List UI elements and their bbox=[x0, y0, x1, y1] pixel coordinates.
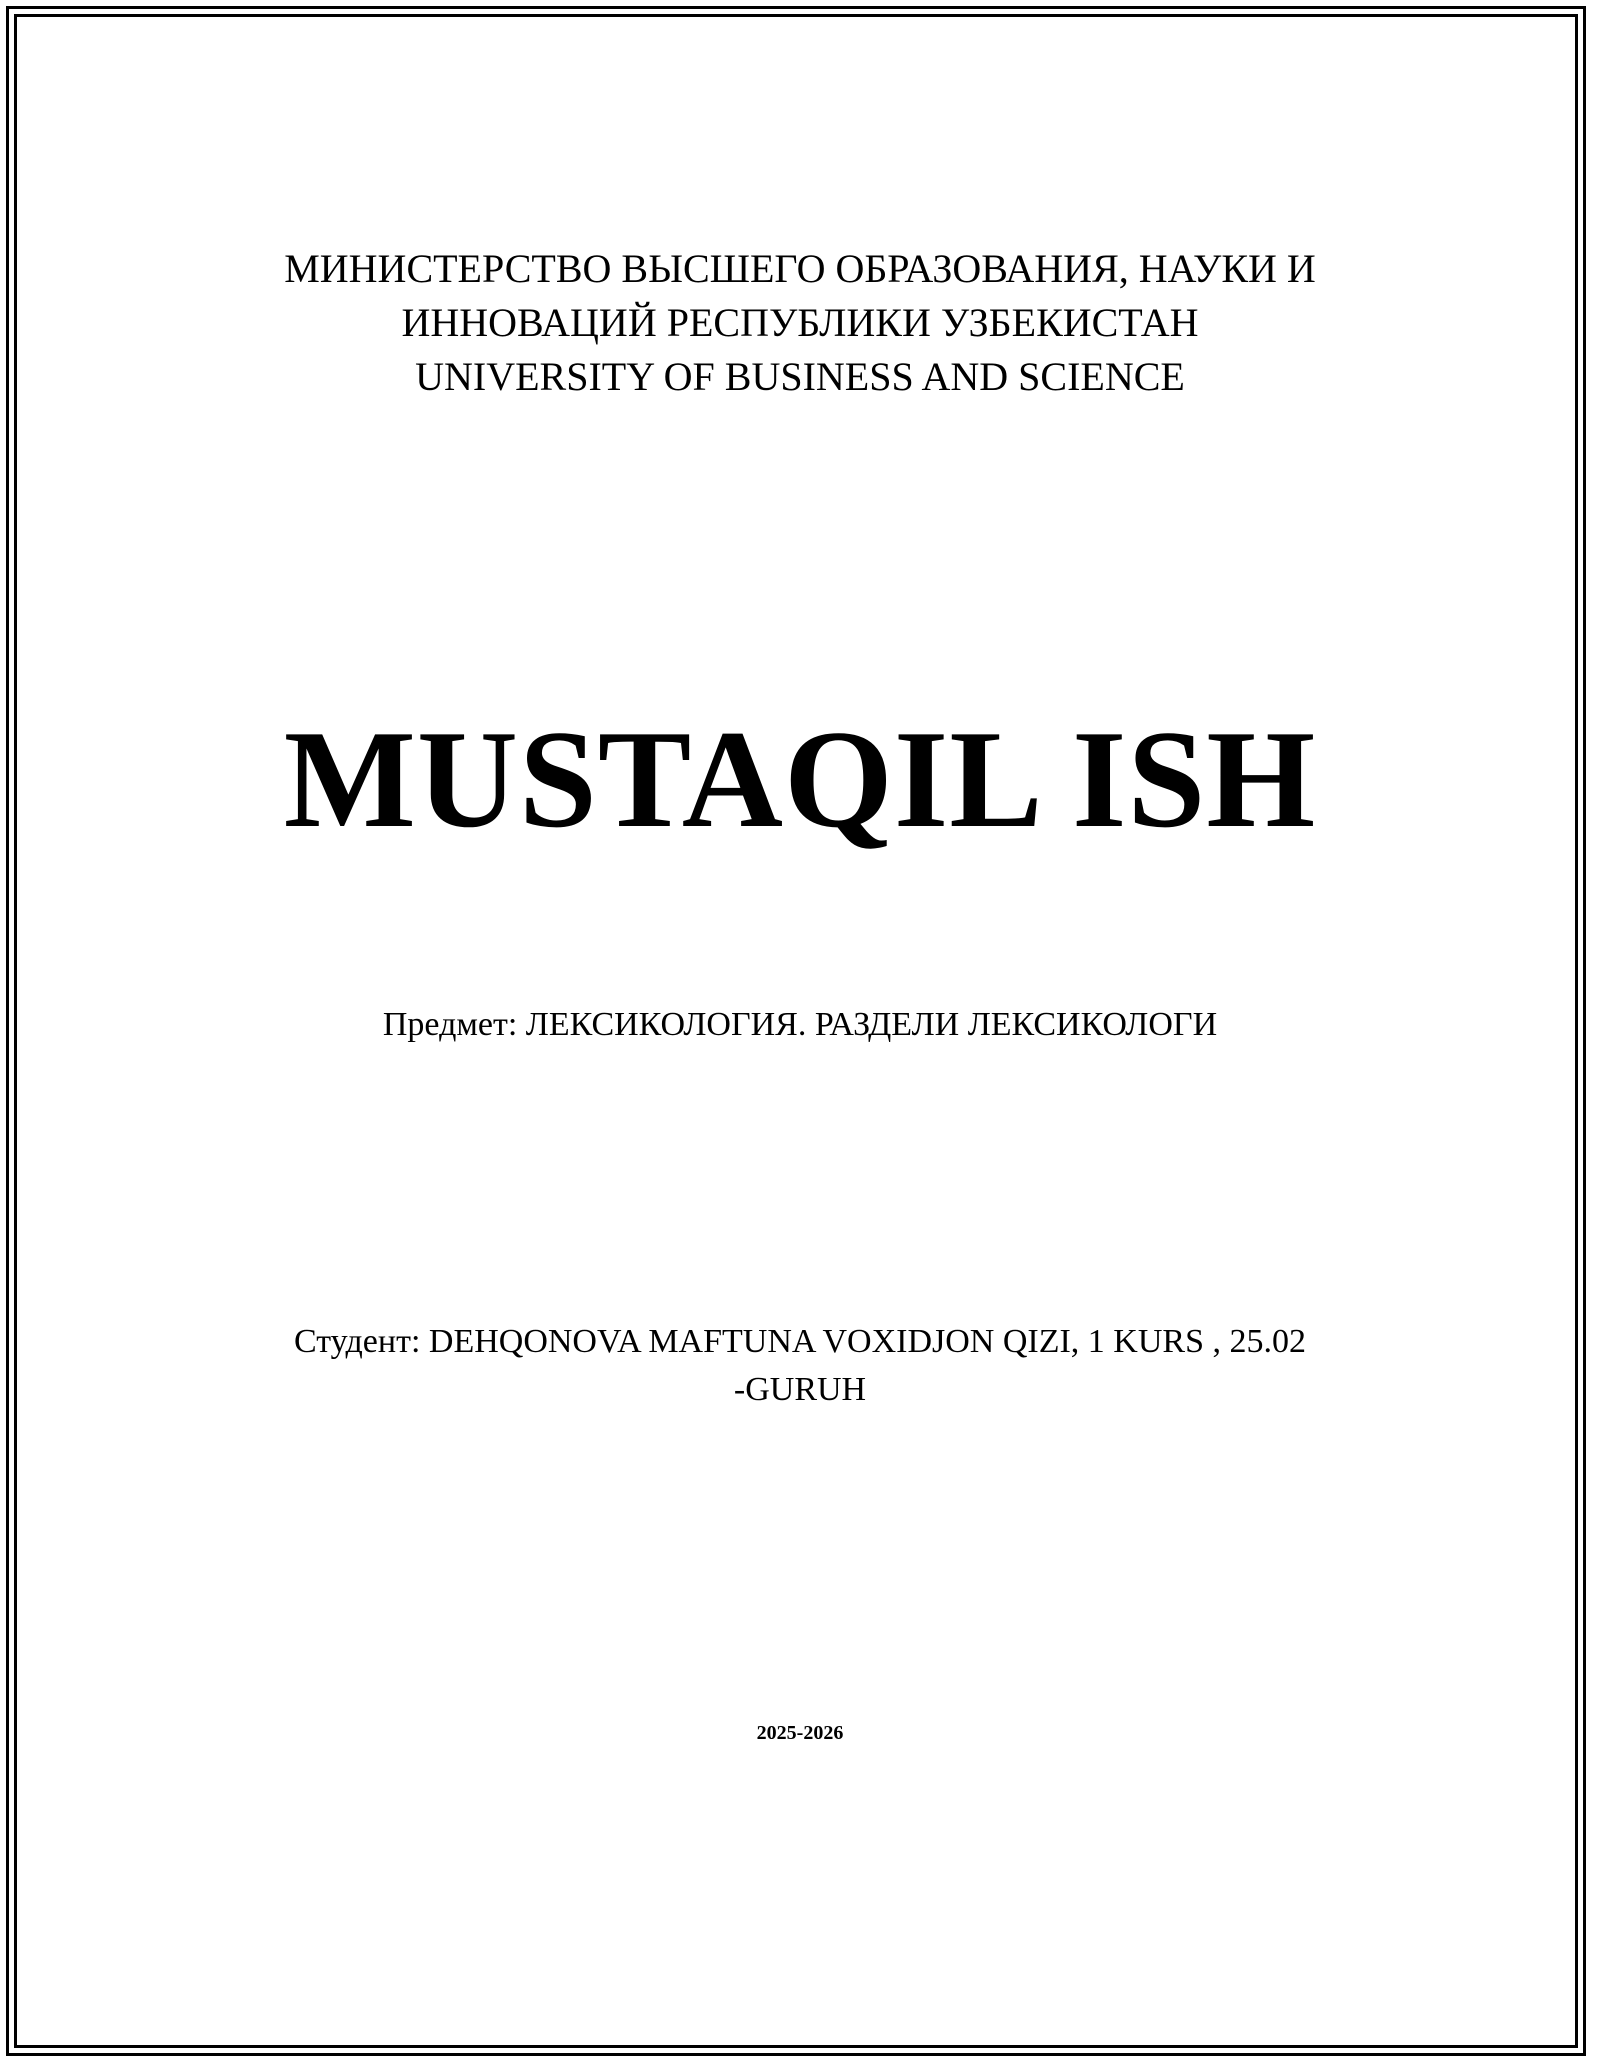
ministry-line-1: МИНИСТЕРСТВО ВЫСШЕГО ОБРАЗОВАНИЯ, НАУКИ И bbox=[284, 246, 1316, 291]
institution-header bbox=[0, 242, 1600, 404]
student-info bbox=[0, 1318, 1600, 1414]
student-line-1: Студент: DEHQONOVA MAFTUNA VOXIDJON QIZI, 1 KURS , 25.02 bbox=[294, 1323, 1306, 1360]
document-title: MUSTAQIL ISH bbox=[283, 702, 1317, 857]
academic-year: 2025-2026 bbox=[756, 1722, 844, 1744]
student-line-2: -GURUH bbox=[733, 1371, 867, 1408]
ministry-line-2: ИННОВАЦИЙ РЕСПУБЛИКИ УЗБЕКИСТАН bbox=[401, 300, 1199, 345]
university-name: UNIVERSITY OF BUSINESS AND SCIENCE bbox=[415, 354, 1185, 399]
subject-line: Предмет: ЛЕКСИКОЛОГИЯ. РАЗДЕЛИ ЛЕКСИКОЛОГИ bbox=[382, 1006, 1218, 1043]
